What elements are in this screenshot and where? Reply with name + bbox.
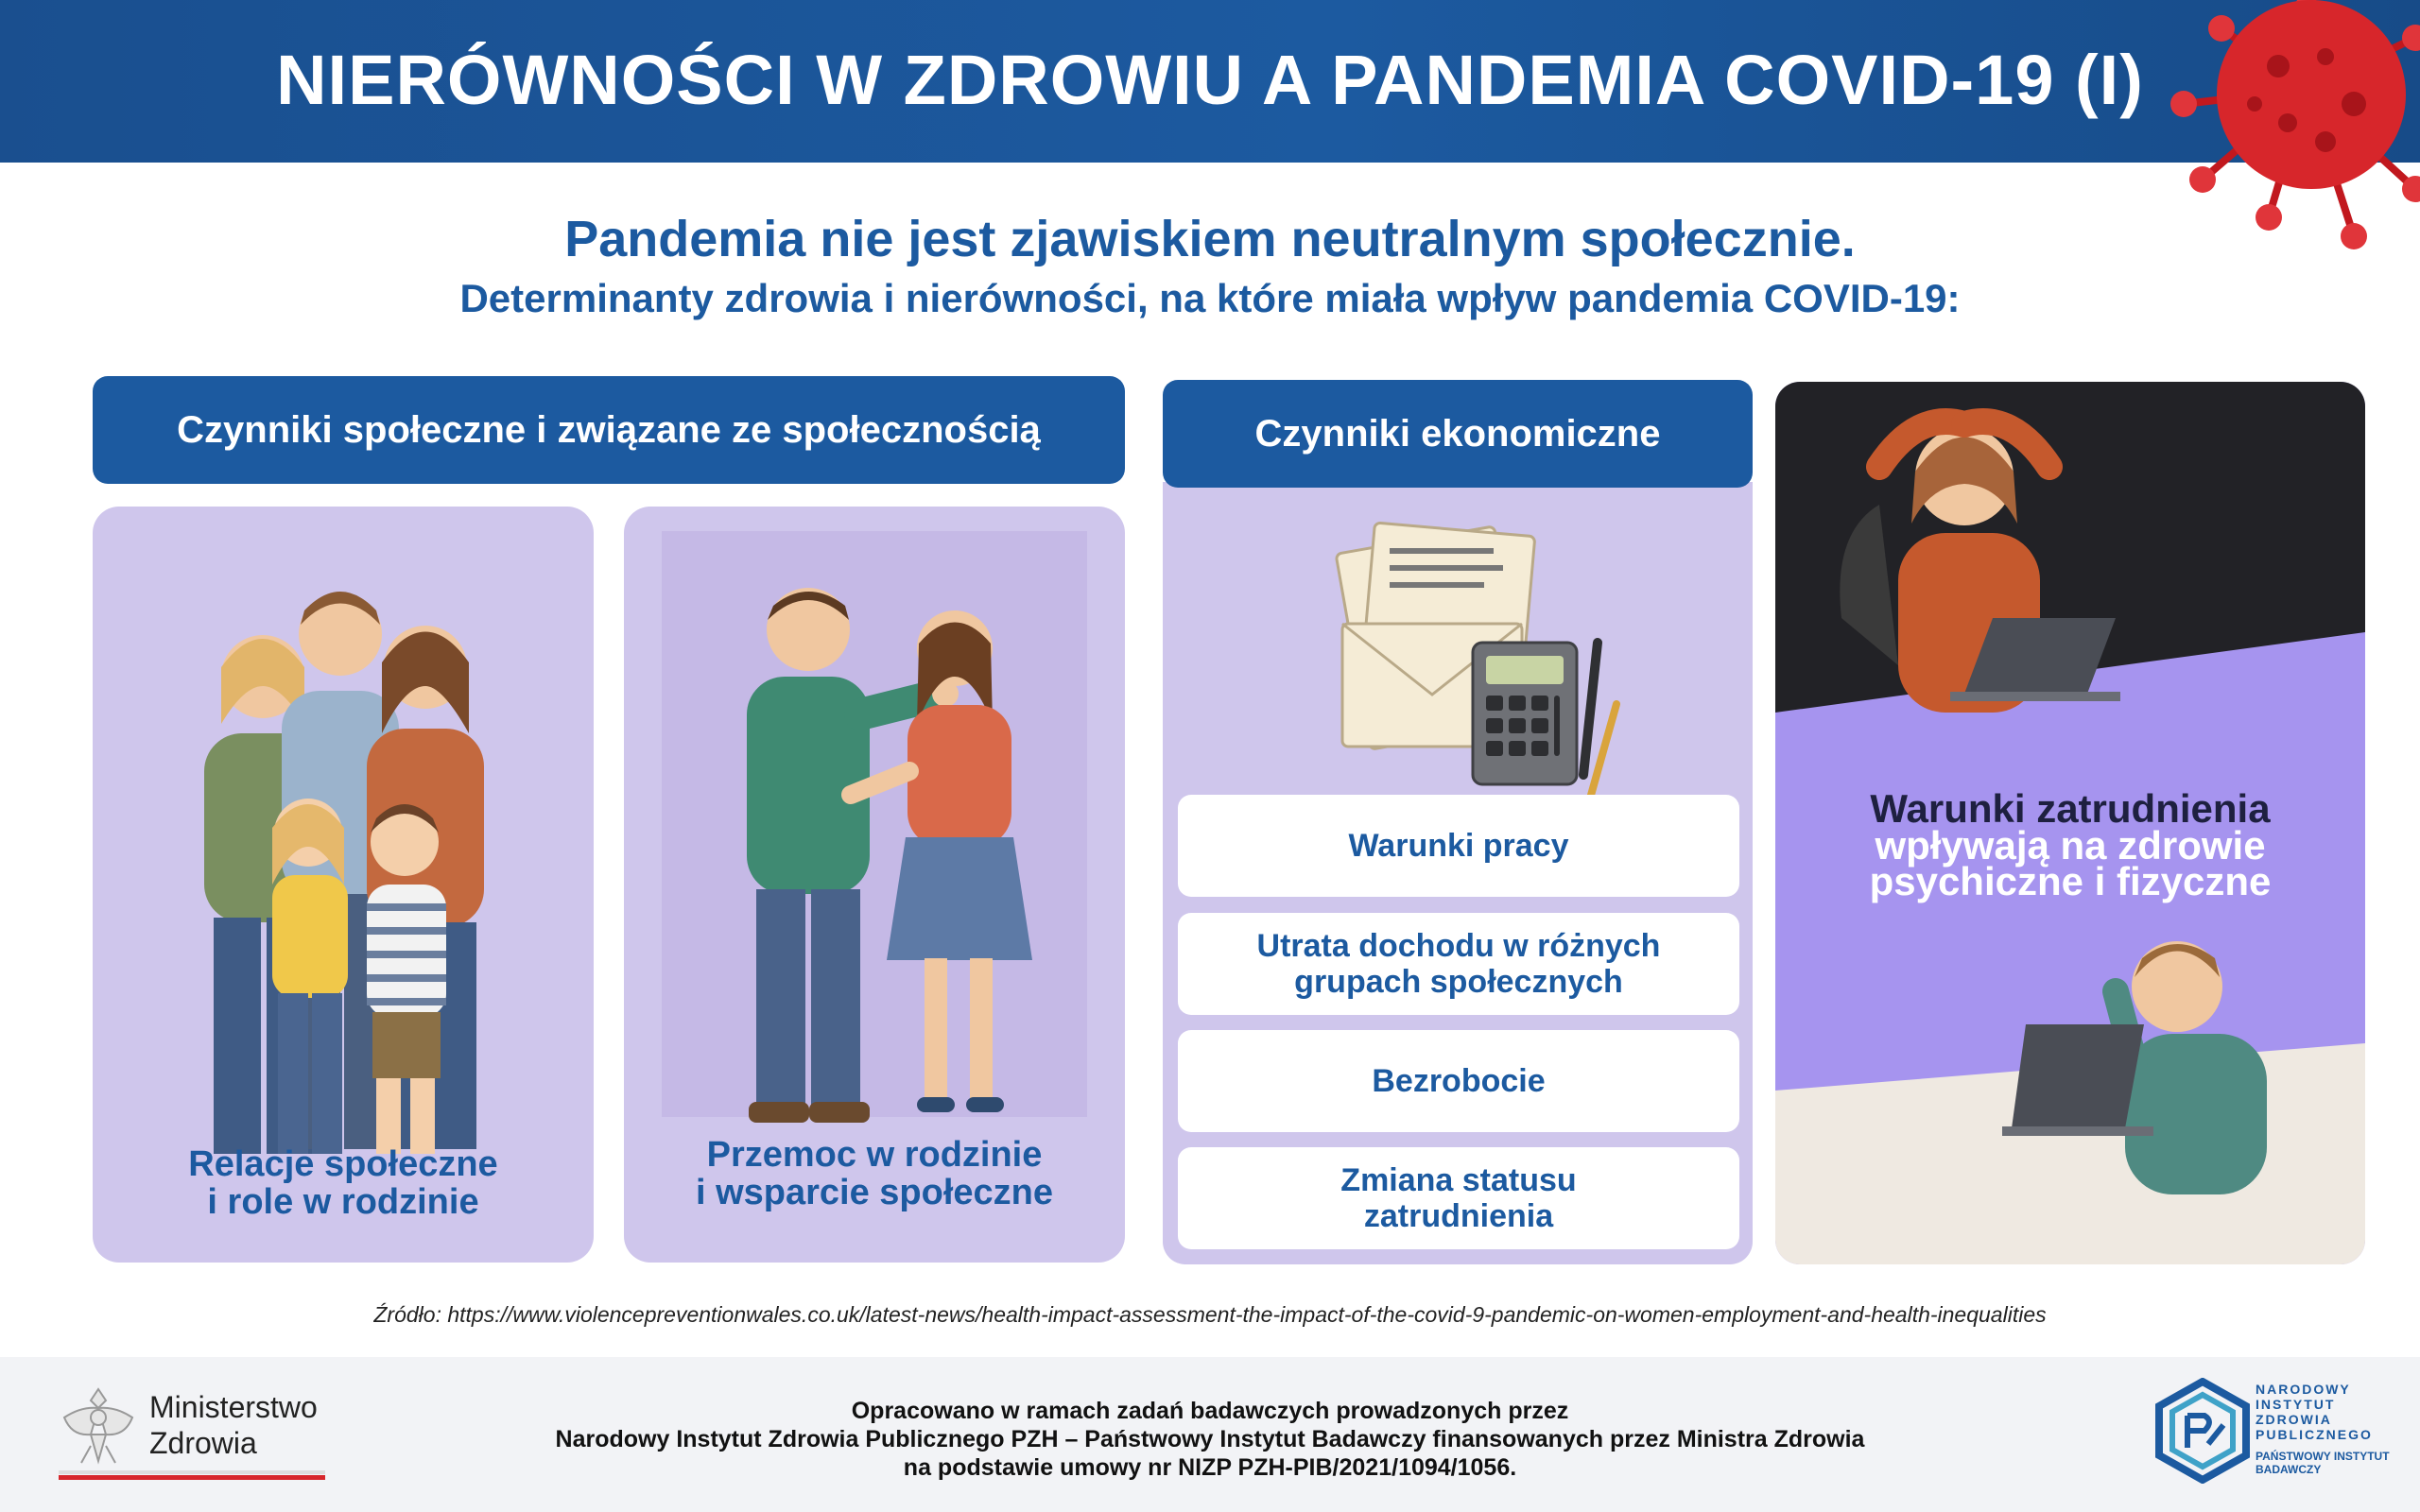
headline: Pandemia nie jest zjawiskiem neutralnym społecznie.: [564, 211, 1856, 267]
flag-stripe: [59, 1470, 325, 1480]
conflict-illustration: [662, 563, 1087, 1130]
family-relations-card: [93, 507, 594, 1263]
footer-credits: Opracowano w ramach zadań badawczych prowadzonych przez Narodowy Instytut Zdrowia Publicznego PZH – Państwowy Instytut Badawczy finansowanych przez Ministra Zdrowia na podstawie umowy nr NIZP PZH-PIB/2021/1094/1056.: [555, 1398, 1865, 1481]
family-illustration: [93, 544, 594, 1187]
header-banner: [0, 0, 2420, 163]
economic-factors-title: Czynniki ekonomiczne: [1254, 412, 1661, 455]
domestic-violence-label: Przemoc w rodzinie i wsparcie społeczne: [695, 1135, 1054, 1212]
econ-item-employment-status: Zmiana statusu zatrudnienia: [1178, 1147, 1739, 1249]
family-relations-label: Relacje społeczne i role w rodzinie: [188, 1144, 498, 1222]
polish-eagle-icon: [53, 1380, 144, 1470]
institute-logo-text: NARODOWY INSTYTUT ZDROWIA PUBLICZNEGO: [2256, 1382, 2373, 1442]
documents-calculator-illustration: [1314, 510, 1635, 803]
institute-logo-subtext: PAŃSTWOWY INSTYTUT BADAWCZY: [2256, 1450, 2390, 1476]
social-factors-header: [93, 376, 1125, 484]
econ-item-income-loss: Utrata dochodu w różnych grupach społecznych: [1178, 913, 1739, 1015]
social-factors-title: Czynniki społeczne i związane ze społecznością: [177, 408, 1041, 451]
subheadline: Determinanty zdrowia i nierówności, na które miała wpływ pandemia COVID-19:: [459, 276, 1961, 320]
domestic-violence-card: [624, 507, 1125, 1263]
econ-item-unemployment: Bezrobocie: [1178, 1030, 1739, 1132]
econ-item-working-conditions: Warunki pracy: [1178, 795, 1739, 897]
source-citation: Źródło: https://www.violencepreventionwales.co.uk/latest-news/health-impact-assessment-the-impact-of-the-covid-9-pandemic-on-women-employment-and-health-inequalities: [373, 1302, 2047, 1327]
pzh-logo-icon: [2155, 1378, 2250, 1484]
employment-statement: Warunki zatrudnienia wpływają na zdrowie psychiczne i fizyczne: [1869, 786, 2272, 903]
page-title: NIERÓWNOŚCI W ZDROWIU A PANDEMIA COVID-19 (I): [276, 41, 2144, 119]
ministry-logo-text: Ministerstwo Zdrowia: [149, 1390, 318, 1460]
economic-factors-header: [1163, 380, 1753, 488]
employment-conditions-panel: [1775, 382, 2365, 1264]
